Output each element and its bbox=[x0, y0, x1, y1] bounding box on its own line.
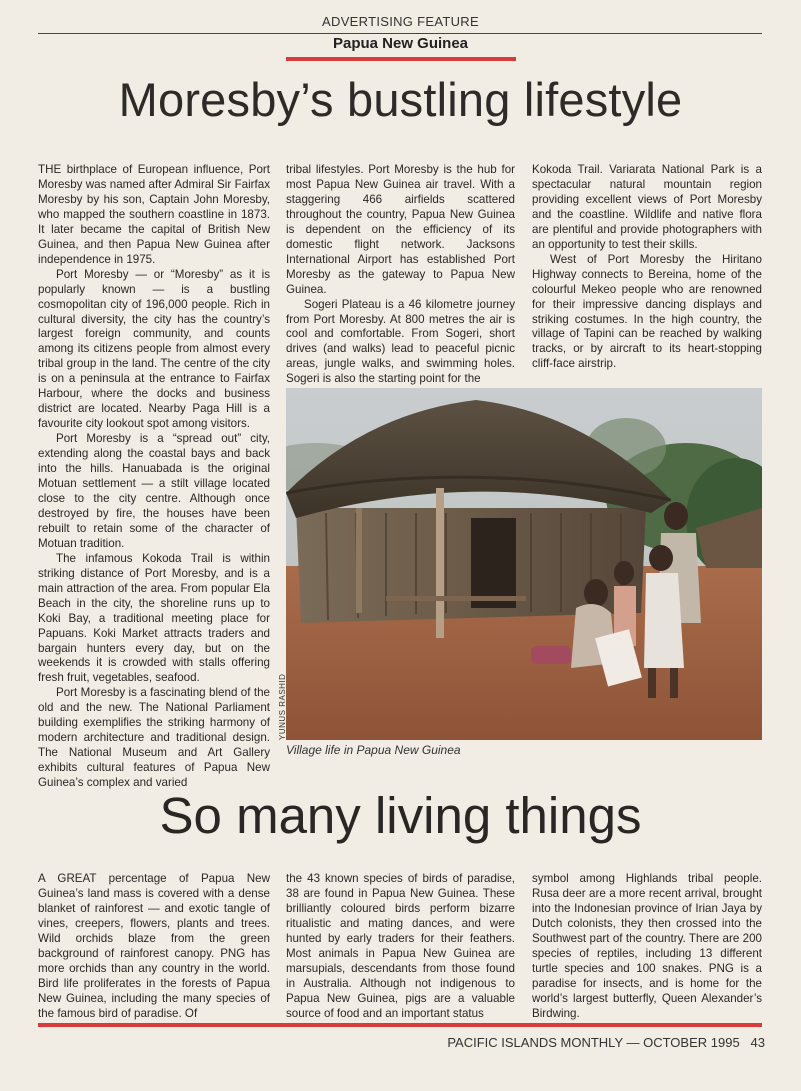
paragraph: Port Moresby — or “Moresby” as it is popularly known — is a bustling cosmopolitan city of 196,000 people. Rich in cultural diversity, the city has the country’s largest foreign community, and counts among its citizens people from almost every tribal group in the land. The centre of the city is on a peninsula at the entrance to Fairfax Harbour, where the docks and business district are located. Nearby Paga Hill is a favourite city lookout spot among visitors. bbox=[38, 267, 270, 431]
article2-column-3 bbox=[532, 872, 762, 1022]
paragraph: Port Moresby is a fascinating blend of the old and the new. The National Parliament building exemplifies the striking harmony of modern architecture and traditional design. The National Museum and Art Gallery exhibits cultural features of Papua New Guinea’s complex and varied bbox=[38, 686, 270, 790]
page-headline: Moresby’s bustling lifestyle bbox=[118, 73, 683, 126]
article2-column-2 bbox=[286, 872, 515, 1022]
top-rule bbox=[38, 33, 762, 34]
photo-credit: YUNUS RASHID bbox=[278, 673, 287, 740]
page-number: 43 bbox=[750, 1035, 765, 1050]
publication-line: PACIFIC ISLANDS MONTHLY — OCTOBER 1995 bbox=[447, 1035, 740, 1050]
page-footer bbox=[0, 1035, 765, 1050]
article2-column-1 bbox=[38, 872, 270, 1022]
section-accent-bar bbox=[286, 57, 516, 61]
paragraph: THE birthplace of European influence, Port Moresby was named after Admiral Sir Fairfax Moresby by his son, Captain John Moresby, who mapped the southern coastline in 1873. It later became the capital of British New Guinea, and then Papua New Guinea after independence in 1975. bbox=[38, 163, 270, 266]
paragraph: Kokoda Trail. Variarata National Park is a spectacular natural mountain region providing excellent views of Port Moresby and the coastline. Wildlife and native flora are plentiful and provide photographers with an opportunity to test their skills. bbox=[532, 163, 762, 251]
article1-column-2 bbox=[286, 163, 515, 387]
paragraph: A GREAT percentage of Papua New Guinea’s land mass is covered with a dense blanket of rainforest — and exotic tangle of vines, creepers, flowers, plants and trees. Wild orchids blaze from the green background of rainforest canopy. PNG has more orchids than any country in the world. Bird life proliferates in the forests of Papua New Guinea, including the many species of the famous bird of paradise. Of bbox=[38, 872, 270, 1020]
paragraph: The infamous Kokoda Trail is within striking distance of Port Moresby, and is a main attraction of the area. From popular Ela Beach in the city, the shoreline runs up to Koki Bay, a traditional meeting place for Papuans. Koki Market attracts traders and bargain hunters every day, but on the weekends it is crowded with stalls offering fresh fruit, vegetables, seafood. bbox=[38, 551, 270, 685]
paragraph: tribal lifestyles. Port Moresby is the hub for most Papua New Guinea air travel. With a staggering 466 airfields scattered throughout the country, Papua New Guinea is dependent on the efficiency of its domestic flight network. Jacksons International Airport has established Port Moresby as the gateway to Papua New Guinea. bbox=[286, 163, 515, 296]
paragraph: West of Port Moresby the Hiritano Highway connects to Bereina, home of the colourful Mekeo people who are renowned for their impressive dancing displays and striking costumes. In the high country, the village of Tapini can be reached by walking tracks, or by aircraft to its heart-stopping cliff-face airstrip. bbox=[532, 252, 762, 371]
village-photo bbox=[286, 388, 762, 740]
article1-column-1 bbox=[38, 163, 270, 791]
photo-caption: Village life in Papua New Guinea bbox=[286, 743, 461, 757]
paragraph: the 43 known species of birds of paradise, 38 are found in Papua New Guinea. These brilliantly coloured birds perform bizarre ritualistic and mating dances, and were hunted by early traders for their feathers. Most animals in Papua New Guinea are marsupials, descendants from those found in Australia. Although not indigenous to Papua New Guinea, pigs are a valuable source of food and an important status bbox=[286, 872, 515, 1020]
article2-headline: So many living things bbox=[159, 787, 642, 844]
article1-column-3 bbox=[532, 163, 762, 372]
paragraph: symbol among Highlands tribal people. Rusa deer are a more recent arrival, brought into the Indonesian province of Irian Jaya by Dutch colonists, they then crossed into the Southwest part of the country. There are 200 species of reptiles, including 13 different turtle species and 100 snakes. PNG is a paradise for insects, and is home for the world’s largest butterfly, Queen Alexander’s Birdwing. bbox=[532, 872, 762, 1020]
advertising-feature-kicker: ADVERTISING FEATURE bbox=[322, 14, 479, 29]
section-title: Papua New Guinea bbox=[332, 35, 469, 52]
footer-accent-bar bbox=[38, 1023, 762, 1027]
paragraph: Port Moresby is a “spread out” city, extending along the coastal bays and back into the hills. Hanuabada is the original Motuan settlement — a stilt village located close to the city centre. Although once destroyed by fire, the houses have been rebuilt to retain some of the character of Motuan tradition. bbox=[38, 432, 270, 550]
paragraph: Sogeri Plateau is a 46 kilometre journey from Port Moresby. At 800 metres the air is cool and comfortable. From Sogeri, short drives (and walks) lead to peaceful picnic areas, jungle walks, and swimming holes. Sogeri is also the starting point for the bbox=[286, 297, 515, 386]
